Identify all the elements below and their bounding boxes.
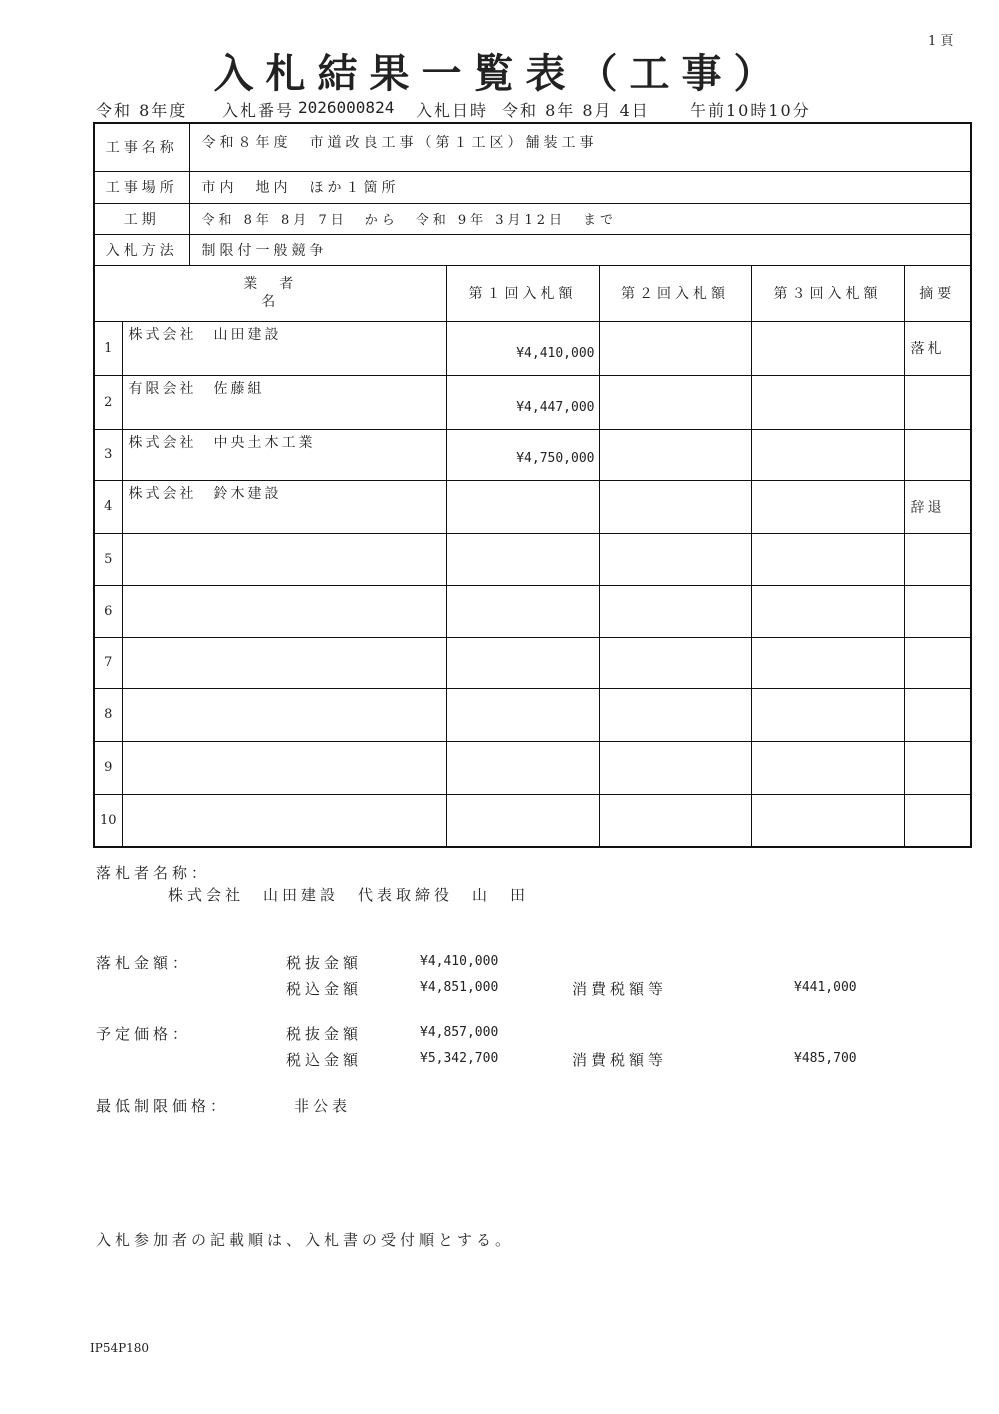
estimate-incl-value: ¥5,342,700	[420, 1051, 499, 1066]
bid-round1-amount	[446, 741, 599, 794]
winner-value: 株式会社 山田建設 代表取締役 山 田	[168, 886, 530, 904]
winning-bid-label: 落札金額：	[96, 954, 192, 972]
bid-round1-amount	[446, 585, 599, 637]
project-location-label: 工事場所	[94, 171, 189, 203]
winning-bid-incl-value: ¥4,851,000	[420, 980, 499, 995]
bid-round3-amount	[751, 321, 904, 375]
bid-round1-amount	[446, 533, 599, 585]
winning-bid-incl-label: 税込金額	[286, 980, 363, 998]
bid-round1-amount: ¥4,750,000	[446, 429, 599, 480]
estimate-tax-value: ¥485,700	[794, 1051, 857, 1066]
estimate-label: 予定価格：	[96, 1025, 192, 1043]
bid-result-table	[93, 122, 972, 848]
bid-method-label: 入札方法	[94, 234, 189, 265]
bid-round2-amount	[599, 533, 751, 585]
winning-bid-excl-value: ¥4,410,000	[420, 954, 499, 969]
bid-round2-amount	[599, 637, 751, 688]
bidder-name	[122, 585, 446, 637]
table-row	[94, 688, 971, 741]
estimate-tax-label: 消費税額等	[572, 1051, 668, 1069]
bidder-name	[122, 637, 446, 688]
bid-round3-amount	[751, 480, 904, 533]
bid-round3-amount	[751, 741, 904, 794]
estimate-excl-label: 税抜金額	[286, 1025, 363, 1043]
bid-round1-amount	[446, 688, 599, 741]
table-row	[94, 375, 971, 429]
table-row	[94, 794, 971, 847]
info-row-project	[94, 123, 971, 171]
row-number: 5	[94, 533, 122, 585]
bidder-name	[122, 741, 446, 794]
info-row-location	[94, 171, 971, 203]
bid-round3-amount	[751, 375, 904, 429]
bid-round2-amount	[599, 741, 751, 794]
header-bidder-line1: 業 者	[243, 276, 298, 292]
header-bidder-line2: 名	[261, 294, 280, 310]
bid-rows	[94, 321, 971, 847]
estimate-incl-label: 税込金額	[286, 1051, 363, 1069]
table-header-row	[94, 265, 971, 321]
table-row	[94, 741, 971, 794]
bid-round3-amount	[751, 688, 904, 741]
header-round1: 第１回入札額	[446, 265, 599, 321]
bid-number-label: 入札番号	[222, 101, 295, 120]
min-price-label: 最低制限価格：	[96, 1097, 230, 1115]
row-number: 7	[94, 637, 122, 688]
bid-round3-amount	[751, 533, 904, 585]
order-note: 入札参加者の記載順は、入札書の受付順とする。	[96, 1231, 515, 1249]
bid-remark	[904, 688, 971, 741]
project-name-label: 工事名称	[94, 123, 189, 171]
table-row	[94, 321, 971, 375]
row-number: 4	[94, 480, 122, 533]
project-period-label: 工期	[94, 203, 189, 234]
document-title: 入札結果一覧表（工事）	[213, 50, 786, 97]
bid-round3-amount	[751, 585, 904, 637]
bidder-name: 株式会社 鈴木建設	[122, 480, 446, 533]
bid-remark: 落札	[904, 321, 971, 375]
table-row	[94, 533, 971, 585]
bid-remark	[904, 794, 971, 847]
header-bidder-name	[94, 265, 446, 321]
table-row	[94, 585, 971, 637]
bid-remark	[904, 741, 971, 794]
header-round3: 第３回入札額	[751, 265, 904, 321]
project-location-value: 市内 地内 ほか１箇所	[189, 171, 971, 203]
fiscal-year: 令和 8年度	[96, 101, 188, 120]
bid-round3-amount	[751, 637, 904, 688]
bid-round2-amount	[599, 688, 751, 741]
bid-round2-amount	[599, 321, 751, 375]
bid-remark	[904, 533, 971, 585]
bid-date-label: 入札日時	[416, 101, 489, 120]
bidder-name	[122, 533, 446, 585]
bidder-name	[122, 794, 446, 847]
project-name-value: 令和８年度 市道改良工事（第１工区）舗装工事	[189, 123, 971, 171]
info-row-period	[94, 203, 971, 234]
page-number: 1 頁	[928, 34, 954, 49]
info-row-method	[94, 234, 971, 265]
row-number: 2	[94, 375, 122, 429]
winning-bid-tax-value: ¥441,000	[794, 980, 857, 995]
bid-remark	[904, 585, 971, 637]
bid-remark	[904, 429, 971, 480]
bidder-name: 株式会社 山田建設	[122, 321, 446, 375]
bid-round2-amount	[599, 429, 751, 480]
bid-round1-amount	[446, 480, 599, 533]
bid-number-value: 2026000824	[298, 98, 395, 117]
row-number: 3	[94, 429, 122, 480]
bid-round2-amount	[599, 794, 751, 847]
header-round2: 第２回入札額	[599, 265, 751, 321]
row-number: 9	[94, 741, 122, 794]
bid-round2-amount	[599, 585, 751, 637]
row-number: 8	[94, 688, 122, 741]
table-row	[94, 429, 971, 480]
bid-remark	[904, 637, 971, 688]
project-period-value: 令和 8年 8月 7日 から 令和 9年 3月12日 まで	[189, 203, 971, 234]
bid-date-value: 令和 8年 8月 4日	[502, 101, 650, 120]
row-number: 10	[94, 794, 122, 847]
bid-round1-amount	[446, 794, 599, 847]
header-remarks: 摘要	[904, 265, 971, 321]
bid-round1-amount	[446, 637, 599, 688]
row-number: 1	[94, 321, 122, 375]
bid-remark	[904, 375, 971, 429]
bid-round3-amount	[751, 429, 904, 480]
bid-remark: 辞退	[904, 480, 971, 533]
bidder-name	[122, 688, 446, 741]
winner-label: 落札者名称：	[96, 864, 211, 882]
bid-round1-amount: ¥4,447,000	[446, 375, 599, 429]
bidder-name: 有限会社 佐藤組	[122, 375, 446, 429]
estimate-excl-value: ¥4,857,000	[420, 1025, 499, 1040]
min-price-value: 非公表	[294, 1097, 352, 1115]
winning-bid-tax-label: 消費税額等	[572, 980, 668, 998]
bid-time-value: 午前10時10分	[690, 101, 811, 120]
bid-round3-amount	[751, 794, 904, 847]
bid-round2-amount	[599, 375, 751, 429]
winning-bid-excl-label: 税抜金額	[286, 954, 363, 972]
row-number: 6	[94, 585, 122, 637]
table-row	[94, 480, 971, 533]
table-row	[94, 637, 971, 688]
form-code: IP54P180	[90, 1341, 150, 1355]
bid-round2-amount	[599, 480, 751, 533]
bidder-name: 株式会社 中央土木工業	[122, 429, 446, 480]
bid-method-value: 制限付一般競争	[189, 234, 971, 265]
bid-round1-amount: ¥4,410,000	[446, 321, 599, 375]
